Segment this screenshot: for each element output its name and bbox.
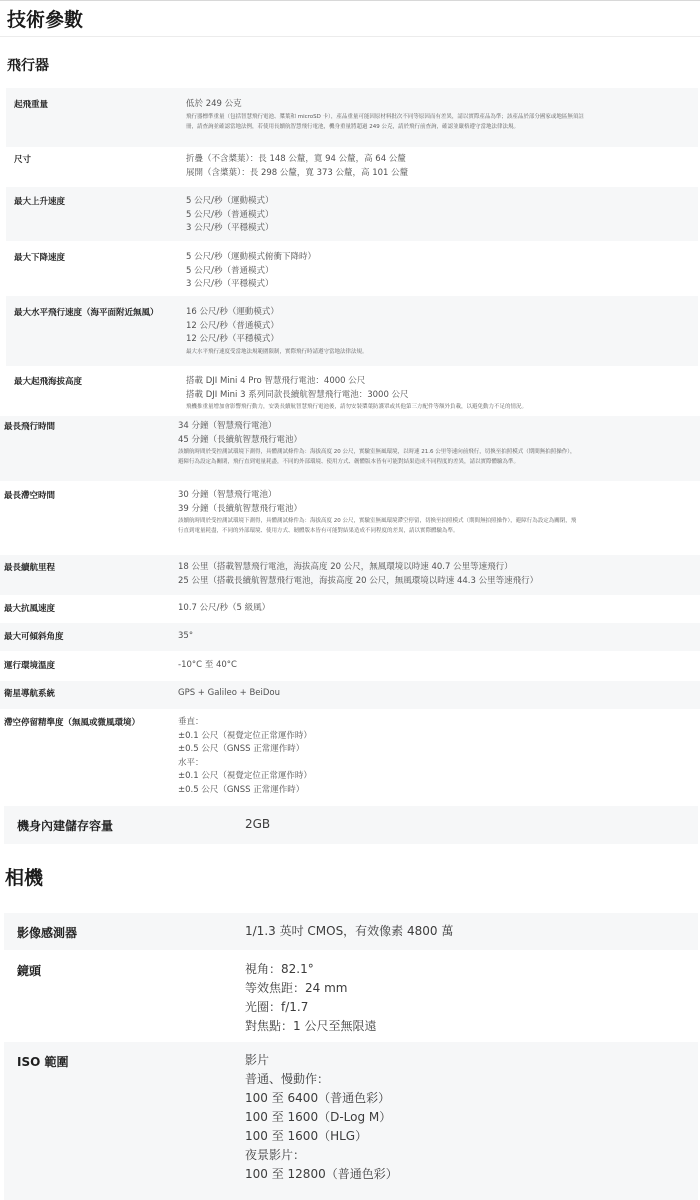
spec-value: [245, 1051, 398, 1184]
spec-line: 39 分鐘（長續航智慧飛行電池）: [178, 503, 303, 514]
spec-label: 最大下降速度: [14, 253, 66, 263]
spec-line: 3 公尺/秒（平穩模式）: [186, 279, 274, 289]
spec-line: 垂直：: [178, 717, 204, 727]
spec-value: [178, 420, 576, 467]
spec-line: 影片: [245, 1053, 270, 1067]
spec-row-max-takeoff-altitude: [6, 366, 698, 416]
title-divider: [0, 36, 700, 37]
spec-label: 最大上升速度: [14, 197, 66, 207]
spec-value: [178, 716, 312, 797]
spec-row-max-horizontal-speed: [6, 296, 698, 366]
spec-value: [178, 561, 538, 588]
spec-row-lens: [4, 950, 698, 1042]
spec-line: 45 分鐘（長續航智慧飛行電池）: [178, 434, 303, 445]
spec-line: 34 分鐘（智慧飛行電池）: [178, 421, 277, 431]
section-title-drone: 飛行器: [7, 58, 49, 74]
spec-line: 展開（含槳葉）：長 298 公釐，寬 373 公釐，高 101 公釐: [186, 167, 409, 178]
spec-label: 尺寸: [14, 155, 32, 165]
spec-row-dimensions: [6, 147, 698, 187]
spec-value: [178, 602, 270, 616]
spec-row-hover-accuracy: [0, 709, 700, 805]
spec-note: 行直到電量耗盡，不同的外部環境、使用方式、韌體版本皆有可能對結果造成不同程度的差異，請以實際體驗為準。: [178, 528, 459, 534]
spec-note: 最大水平飛行速度受當地法規範圍限制，實際飛行時請遵守當地法律法規。: [186, 348, 368, 355]
spec-line: ±0.1 公尺（視覺定位正常運作時）: [178, 730, 312, 741]
spec-line: 12 公尺/秒（普通模式）: [186, 320, 279, 331]
spec-note: 飛行器標準重量（包括智慧飛行電池、槳葉和 microSD 卡），產品重量可能因原材料批次不同等原因而有差異，請以實際產品為準；該產品於部分國家或地區無須註: [186, 113, 584, 120]
spec-line: 100 至 1600（HLG）: [245, 1129, 368, 1143]
top-divider: [0, 0, 700, 1]
spec-label: 最大可傾斜角度: [4, 632, 64, 642]
spec-line: ±0.1 公尺（視覺定位正常運作時）: [178, 771, 312, 781]
spec-line: -10°C 至 40°C: [178, 660, 237, 670]
spec-line: 等效焦距：24 mm: [245, 981, 348, 995]
spec-line: 夜景影片：: [245, 1148, 306, 1162]
spec-line: 100 至 6400（普通色彩）: [245, 1091, 391, 1105]
spec-note: 該續航時間於受控測試環境下測得，具體測試條件為：海拔高度 20 公尺，實驗室無風環境滯空停留，切換至拍照模式（期間無拍照操作），避障行為設定為關閉，飛: [178, 518, 577, 524]
spec-line: 3 公尺/秒（平穩模式）: [186, 223, 274, 233]
spec-label: 最長滯空時間: [4, 491, 56, 501]
spec-label: 最大水平飛行速度（海平面附近無風）: [14, 308, 159, 318]
spec-line: 10.7 公尺/秒（5 級風）: [178, 603, 271, 613]
spec-line: 視角：82.1°: [245, 962, 314, 976]
spec-row-max-ascent-speed: [6, 187, 698, 241]
spec-line: 1/1.3 英吋 CMOS，有效像素 4800 萬: [245, 924, 454, 938]
spec-label: 衛星導航系統: [4, 689, 56, 699]
spec-line: 100 至 1600（D-Log M）: [245, 1110, 392, 1124]
spec-label: 最長飛行時間: [4, 422, 56, 432]
spec-line: 水平：: [178, 757, 204, 768]
spec-row-max-descent-speed: [6, 241, 698, 296]
spec-line: 30 分鐘（智慧飛行電池）: [178, 490, 277, 500]
spec-value: [186, 98, 584, 132]
spec-line: 12 公尺/秒（平穩模式）: [186, 334, 279, 344]
spec-row-max-flight-time: [0, 416, 700, 481]
spec-line: ±0.5 公尺（GNSS 正常運作時）: [178, 784, 305, 795]
spec-line: 25 公里（搭載長續航智慧飛行電池，海拔高度 20 公尺，無風環境以時速 44.3 公里等速飛行）: [178, 575, 539, 586]
spec-label: 最長續航里程: [4, 563, 56, 573]
spec-value: [186, 153, 408, 180]
spec-note: 飛機推重量增加會影響飛行動力，安裝長續航智慧飛行電池後，請勿安裝槳葉防護罩或其他第三方配件等額外負載，以避免動力不足的情況。: [186, 404, 528, 410]
spec-note: 該續航時間於受控測試環境下測得，具體測試條件為：海拔高度 20 公尺，實驗室無風環境，以時速 21.6 公里等速向前飛行，切換至拍照模式（期間無拍照操作），: [178, 449, 576, 455]
spec-label: 鏡頭: [17, 964, 42, 978]
spec-line: 普通、慢動作：: [245, 1072, 330, 1086]
spec-row-gnss: [0, 681, 700, 709]
spec-line: 5 公尺/秒（運動模式）: [186, 196, 274, 206]
spec-label: 機身內建儲存容量: [17, 819, 114, 833]
spec-label: 最大抗風速度: [4, 604, 56, 614]
spec-line: 5 公尺/秒（運動模式俯衝下降時）: [186, 252, 316, 262]
section-title-camera: 相機: [5, 867, 44, 889]
page-title: 技術參數: [7, 9, 84, 31]
spec-line: 18 公里（搭載智慧飛行電池，海拔高度 20 公尺，無風環境以時速 40.7 公里等速飛行）: [178, 562, 513, 572]
spec-label: 起飛重量: [14, 100, 49, 110]
spec-line: 搭載 DJI Mini 4 Pro 智慧飛行電池：4000 公尺: [186, 376, 366, 386]
spec-value: [245, 960, 376, 1036]
spec-line: 2GB: [245, 817, 271, 831]
spec-line: 搭載 DJI Mini 3 系列同款長續航智慧飛行電池：3000 公尺: [186, 389, 409, 400]
spec-row-takeoff-weight: [6, 88, 698, 147]
spec-line: 5 公尺/秒（普通模式）: [186, 209, 274, 220]
spec-label: 影像感測器: [17, 926, 78, 940]
spec-label: 運行環境溫度: [4, 661, 56, 671]
spec-value: [178, 659, 237, 673]
spec-row-max-flight-distance: [0, 555, 700, 595]
spec-value: [186, 375, 527, 412]
spec-value: [186, 195, 273, 236]
spec-value: [178, 630, 193, 644]
spec-value: [186, 306, 368, 357]
spec-value: [178, 489, 576, 536]
spec-row-internal-storage: [4, 806, 698, 844]
spec-line: 折疊（不含槳葉）：長 148 公釐，寬 94 公釐，高 64 公釐: [186, 154, 406, 164]
spec-line: 16 公尺/秒（運動模式）: [186, 307, 279, 317]
spec-row-max-wind-resistance: [0, 595, 700, 623]
spec-line: GPS + Galileo + BeiDou: [178, 688, 281, 698]
spec-row-image-sensor: [4, 913, 698, 950]
spec-note: 避障行為設定為關閉，飛行直到電量耗盡，不同的外部環境、使用方式、韌體版本皆有可能對結果造成不同程度的差異，請以實際體驗為準。: [178, 459, 520, 465]
spec-row-max-tilt-angle: [0, 623, 700, 651]
spec-line: 5 公尺/秒（普通模式）: [186, 265, 274, 276]
spec-label: ISO 範圍: [17, 1055, 69, 1069]
spec-line: 35°: [178, 631, 194, 641]
spec-value: [245, 815, 270, 834]
spec-note: 冊，請查詢並確認當地法例，若使用長續航智慧飛行電池，機身重量將超過 249 公克，請於飛行前查詢，確認並嚴格遵守當地法律法規。: [186, 123, 519, 130]
spec-row-operating-temperature: [0, 651, 700, 681]
spec-label: 最大起飛海拔高度: [14, 377, 83, 387]
spec-line: 低於 249 公克: [186, 99, 242, 109]
spec-line: ±0.5 公尺（GNSS 正常運作時）: [178, 744, 305, 754]
spec-line: 對焦點：1 公尺至無限遠: [245, 1019, 377, 1033]
spec-value: [178, 687, 280, 701]
spec-value: [186, 251, 316, 292]
spec-label: 滯空停留精準度（無風或微風環境）: [4, 718, 141, 728]
spec-value: [245, 922, 453, 941]
spec-row-max-hover-time: [0, 481, 700, 551]
spec-row-iso-range: [4, 1042, 698, 1200]
spec-line: 100 至 12800（普通色彩）: [245, 1167, 398, 1181]
spec-line: 光圈：f/1.7: [245, 1000, 309, 1014]
